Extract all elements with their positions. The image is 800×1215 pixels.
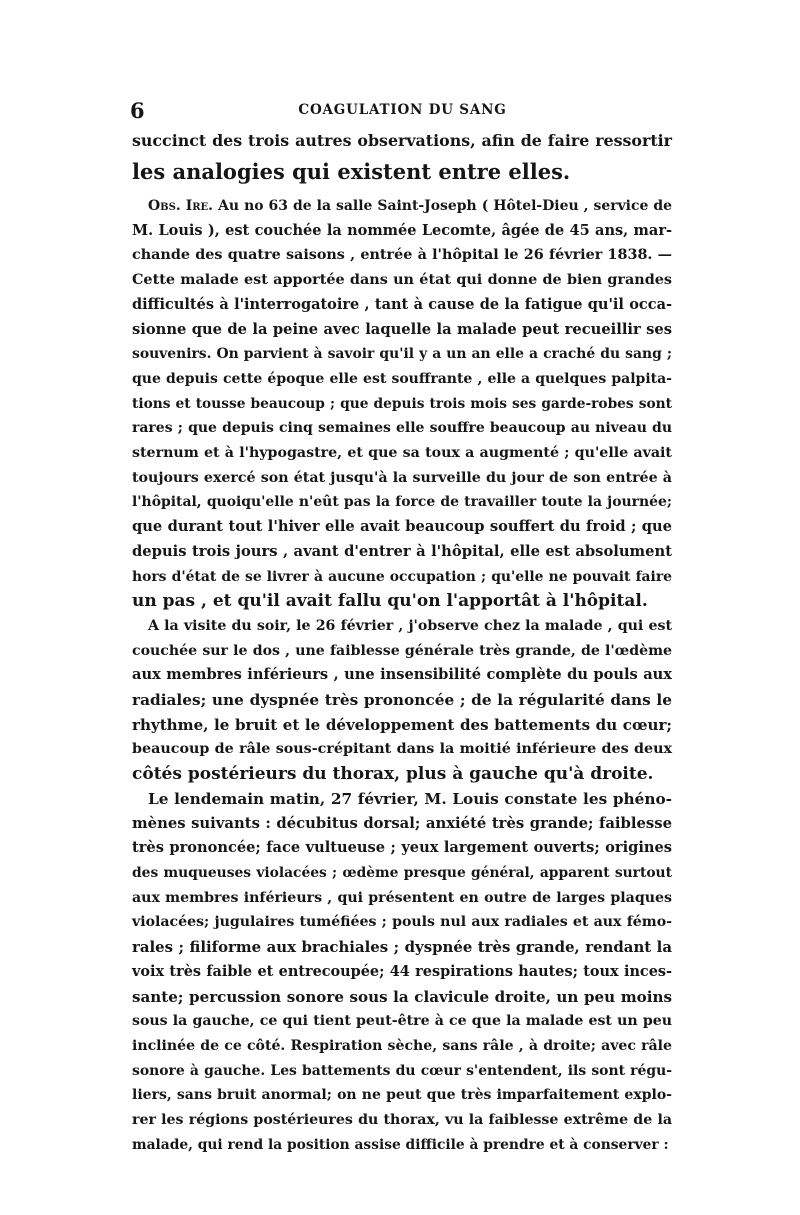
text-line: les analogies qui existent entre elles. [132, 158, 571, 184]
text-line: rer les régions postérieures du thorax, vu la faiblesse extrême de la [132, 1112, 672, 1129]
text-line: succinct des trois autres observations, afin de faire ressortir [132, 131, 672, 150]
text-line: côtés postérieurs du thorax, plus à gauche qu'à droite. [132, 764, 654, 785]
text-line: difficultés à l'interrogatoire , tant à cause de la fatigue qu'il occa- [132, 295, 672, 313]
text-line: radiales; une dyspnée très prononcée ; de la régularité dans le [132, 691, 672, 710]
observation-label: Obs. Ire. [148, 198, 214, 214]
text-line: rhythme, le bruit et le développement des battements du cœur; [132, 715, 672, 734]
text-line: sous la gauche, ce qui tient peut-être à ce que la malade est un peu [132, 1013, 672, 1030]
text-line: chande des quatre saisons , entrée à l'hôpital le 26 février 1838. — [132, 247, 672, 264]
text-line: très prononcée; face vultueuse ; yeux largement ouverts; origines [132, 839, 672, 857]
text-line: rales ; filiforme aux brachiales ; dyspnée très grande, rendant la [132, 938, 672, 957]
text-line: que durant tout l'hiver elle avait beaucoup souffert du froid ; que [132, 518, 672, 536]
text-line: souvenirs. On parvient à savoir qu'il y a un an elle a craché du sang ; [132, 346, 672, 363]
text-line: inclinée de ce côté. Respiration sèche, sans râle , à droite; avec râle [132, 1037, 672, 1054]
text-line: aux membres inférieurs , qui présentent en outre de larges plaques [132, 889, 672, 906]
text-line: aux membres inférieurs , une insensibilité complète du pouls aux [132, 666, 672, 684]
running-title: COAGULATION DU SANG [298, 102, 507, 118]
morning-visit-paragraph [132, 787, 672, 1158]
text-line: un pas , et qu'il avait fallu qu'on l'apportât à l'hôpital. [132, 591, 648, 612]
body-text [132, 126, 672, 1157]
text-line: sante; percussion sonore sous la clavicule droite, un peu moins [132, 987, 672, 1006]
text-line: hors d'état de se livrer à aucune occupation ; qu'elle ne pouvait faire [132, 568, 672, 585]
text-line: violacées; jugulaires tuméfiées ; pouls nul aux radiales et aux fémo- [132, 914, 672, 931]
text-line: Le lendemain matin, 27 février, M. Louis constate les phéno- [148, 789, 672, 808]
text-line: liers, sans bruit anormal; on ne peut que très imparfaitement explo- [132, 1087, 672, 1104]
text-line: M. Louis ), est couchée la nommée Lecomte, âgée de 45 ans, mar- [132, 221, 672, 239]
text-line: mènes suivants : décubitus dorsal; anxiété très grande; faiblesse [132, 814, 672, 832]
text-line: sionne que de la peine avec laquelle la malade peut recueillir ses [132, 320, 672, 338]
evening-visit-paragraph [132, 614, 672, 787]
text-line: toujours exercé son état jusqu'à la surveille du jour de son entrée à [132, 469, 672, 486]
text-line: couchée sur le dos , une faiblesse générale très grande, de l'œdème [132, 642, 672, 659]
page-number: 6 [130, 98, 145, 123]
text-line: que depuis cette époque elle est souffrante , elle a quelques palpita- [132, 370, 672, 387]
lead-paragraph [132, 126, 672, 187]
text-line: des muqueuses violacées ; œdème presque général, apparent surtout [132, 864, 672, 881]
page-header [130, 98, 675, 122]
text-line: l'hôpital, quoiqu'elle n'eût pas la force de travailler toute la journée; [132, 494, 672, 511]
text-line: malade, qui rend la position assise difficile à prendre et à conserver : [132, 1136, 669, 1153]
observation-paragraph [132, 194, 672, 614]
text-line: tions et tousse beaucoup ; que depuis trois mois ses garde-robes sont [132, 395, 672, 412]
text-line: voix très faible et entrecoupée; 44 respirations hautes; toux inces- [132, 962, 672, 980]
text-line-rest: Au no 63 de la salle Saint-Joseph ( Hôtel-Dieu , service de [213, 198, 672, 214]
text-line [132, 194, 672, 219]
text-line: sonore à gauche. Les battements du cœur s'entendent, ils sont régu- [132, 1062, 672, 1079]
text-line: depuis trois jours , avant d'entrer à l'hôpital, elle est absolument [132, 542, 672, 560]
text-line: rares ; que depuis cinq semaines elle souffre beaucoup au niveau du [132, 420, 672, 437]
text-line: A la visite du soir, le 26 février , j'observe chez la malade , qui est [148, 617, 672, 634]
text-line: beaucoup de râle sous-crépitant dans la moitié inférieure des deux [132, 741, 672, 758]
text-line: sternum et à l'hypogastre, et que sa toux a augmenté ; qu'elle avait [132, 445, 672, 462]
text-line: Cette malade est apportée dans un état qui donne de bien grandes [132, 272, 672, 289]
